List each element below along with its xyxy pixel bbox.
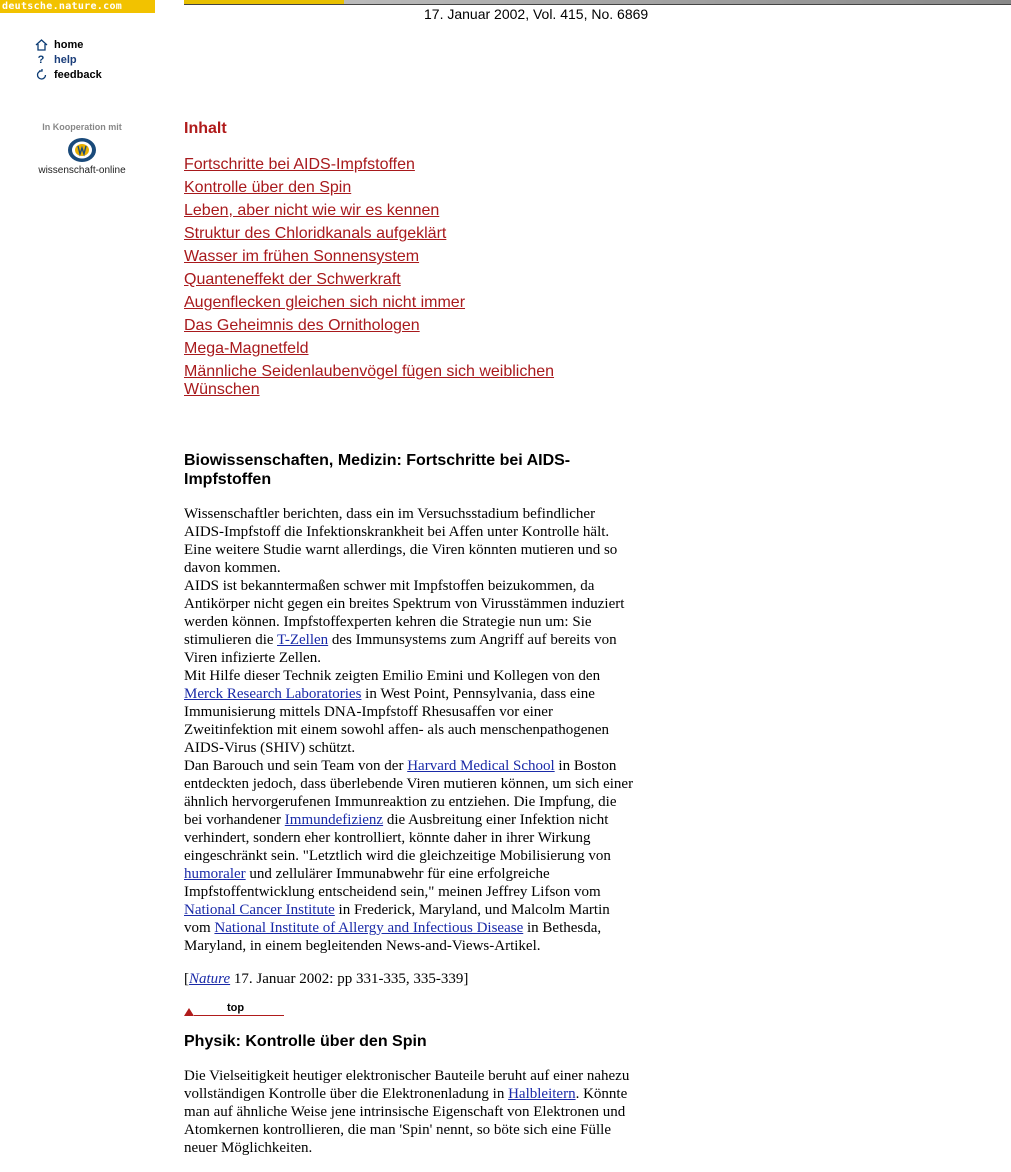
- article-text: Die Vielseitigkeit heutiger elektronischer Bauteile beruht auf einer nahezu vollständigen Kontrolle über die Elektronenladung in: [184, 1068, 630, 1102]
- question-icon: ?: [37, 53, 45, 66]
- issue-date: 17. Januar 2002, Vol. 415, No. 6869: [424, 6, 649, 22]
- article-text: . Könnte man auf ähnliche Weise jene intrinsische Eigenschaft von Elektronen und Atomkernen kontrollieren, die man 'Spin' nennt, so böte sich eine Fülle neuer Möglichkeiten.: [184, 1086, 628, 1156]
- article-body: [184, 505, 634, 955]
- cooperation-name: wissenschaft-online: [38, 165, 126, 176]
- cooperation-text: In Kooperation mit: [42, 122, 122, 132]
- toc-link[interactable]: Leben, aber nicht wie wir es kennen: [184, 202, 440, 219]
- top-rule: [194, 1002, 284, 1016]
- article-text: Mit Hilfe dieser Technik zeigten Emilio Emini und Kollegen von den: [184, 668, 601, 684]
- article-text: Wissenschaftler berichten, dass ein im Versuchsstadium befindlicher AIDS-Impfstoff die Infektionskrankheit bei Affen unter Kontrolle hält. Eine weitere Studie warnt allerdings, die Viren könnten mutieren und so davon kommen.: [184, 506, 618, 576]
- link-harvard[interactable]: Harvard Medical School: [407, 758, 555, 774]
- article-heading: Biowissenschaften, Medizin: Fortschritte bei AIDS-Impfstoffen: [184, 452, 571, 488]
- toc-link[interactable]: Mega-Magnetfeld: [184, 340, 309, 357]
- house-icon: [33, 38, 49, 51]
- cite-open: [: [184, 971, 189, 987]
- site-logo-text: deutsche.nature.com: [2, 1, 123, 12]
- back-to-top[interactable]: [184, 1002, 634, 1016]
- left-nav: [33, 37, 102, 82]
- article-text: des Immunsystems zum Angriff auf bereits von Viren infizierte Zellen.: [184, 632, 617, 666]
- nav-home-label: home: [54, 38, 84, 51]
- toc-link[interactable]: Struktur des Chloridkanals aufgeklärt: [184, 225, 447, 242]
- link-niaid[interactable]: National Institute of Allergy and Infectious Disease: [214, 920, 524, 936]
- nav-feedback[interactable]: [33, 67, 102, 82]
- refresh-icon: [33, 68, 49, 81]
- article-text: die Ausbreitung einer Infektion nicht verhindert, sondern eher kontrolliert, könnte daher in ihrer Wirkung eingeschränkt sein. "Letztlich wird die gleichzeitige Mobilisierung von: [184, 812, 611, 864]
- nav-help-label: help: [54, 53, 77, 66]
- toc-link[interactable]: Fortschritte bei AIDS-Impfstoffen: [184, 156, 415, 173]
- toc-link[interactable]: Kontrolle über den Spin: [184, 179, 352, 196]
- toc-link[interactable]: Quanteneffekt der Schwerkraft: [184, 271, 401, 288]
- nav-help[interactable]: [33, 52, 102, 67]
- nav-feedback-label: feedback: [54, 68, 102, 81]
- link-merck[interactable]: Merck Research Laboratories: [184, 686, 362, 702]
- article-text: in West Point, Pennsylvania, dass eine Immunisierung mittels DNA-Impfstoff Rhesusaffen vor einer Zweitinfektion mit einem sowohl affen- als auch menschenpathogenen AIDS-Virus (SHIV) schützt.: [184, 686, 610, 756]
- toc-link[interactable]: Wasser im frühen Sonnensystem: [184, 248, 420, 265]
- up-arrow-icon: [184, 1008, 194, 1016]
- article-text: Dan Barouch und sein Team von der: [184, 758, 408, 774]
- link-halbleitern[interactable]: Halbleitern: [508, 1086, 576, 1102]
- article-heading: Physik: Kontrolle über den Spin: [184, 1033, 427, 1050]
- article-text: AIDS ist bekanntermaßen schwer mit Impfstoffen beizukommen, da Antikörper nicht gegen ein breites Spektrum von Virusstämmen induziert werden können. Impfstoffexperten kehren die Strategie nun um: Sie stimulieren die: [184, 578, 625, 648]
- article-text: und zellulärer Immunabwehr für eine erfolgreiche Impfstoffentwicklung entscheidend sein," meinen Jeffrey Lifson vom: [184, 866, 601, 900]
- nav-home[interactable]: [33, 37, 102, 52]
- article-body: [184, 1067, 634, 1157]
- wissenschaft-online-logo: [67, 137, 97, 163]
- site-logo[interactable]: [0, 0, 155, 13]
- toc-list: [184, 156, 634, 399]
- toc-link[interactable]: Männliche Seidenlaubenvögel fügen sich weiblichen Wünschen: [184, 363, 555, 398]
- link-nci[interactable]: National Cancer Institute: [184, 902, 335, 918]
- header-rule-shadow: [184, 4, 1011, 5]
- toc-link[interactable]: Augenflecken gleichen sich nicht immer: [184, 294, 466, 311]
- article-text: in Boston entdeckten jedoch, dass überlebende Viren mutieren können, um sich einer ähnlich hervorgerufenen Immunreaktion zu entziehen. Die Impfung, die bei vorhandener: [184, 758, 634, 828]
- cooperation-box[interactable]: [34, 122, 130, 176]
- citation: [184, 971, 634, 988]
- cite-journal-link[interactable]: Nature: [189, 971, 231, 987]
- cite-rest: 17. Januar 2002: pp 331-335, 335-339]: [230, 971, 469, 987]
- link-immundefizienz[interactable]: Immundefizienz: [284, 812, 384, 828]
- top-label: top: [227, 1002, 245, 1014]
- toc-link[interactable]: Das Geheimnis des Ornithologen: [184, 317, 420, 334]
- article-text: in Frederick, Maryland, und Malcolm Martin vom: [184, 902, 610, 936]
- main-content: [184, 120, 634, 1157]
- link-t-zellen[interactable]: T-Zellen: [277, 632, 329, 648]
- toc-heading: Inhalt: [184, 120, 227, 137]
- article-text: in Bethesda, Maryland, in einem begleitenden News-and-Views-Artikel.: [184, 920, 602, 954]
- link-humoraler[interactable]: humoraler: [184, 866, 246, 882]
